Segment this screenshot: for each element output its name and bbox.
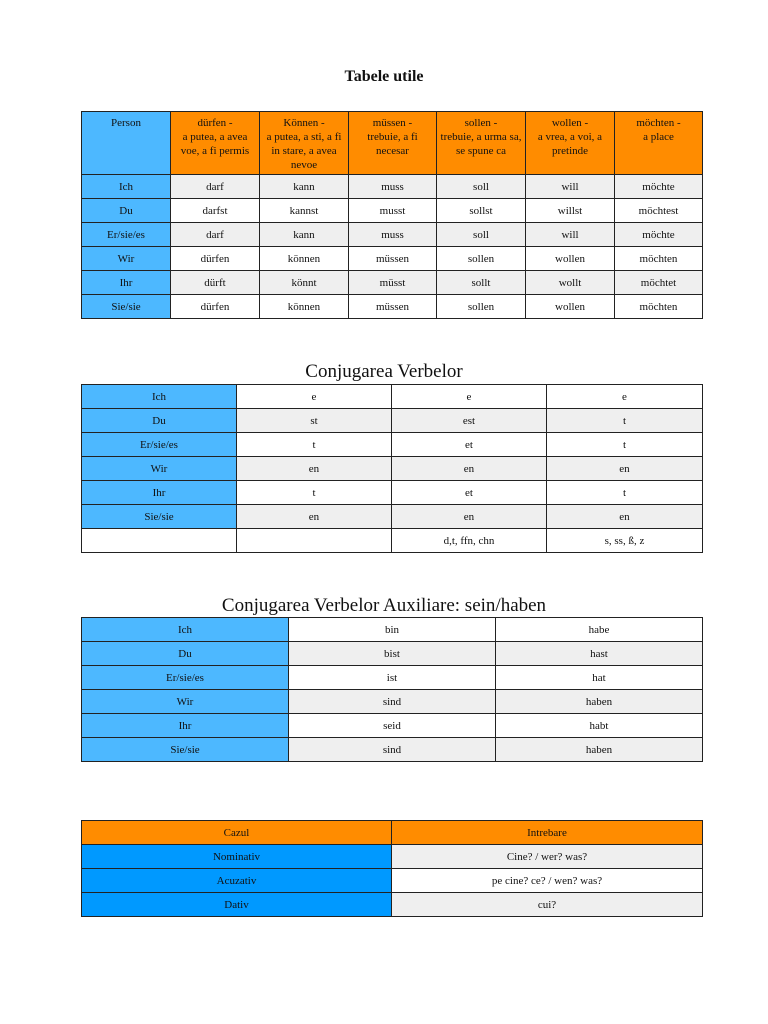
conjugation-cell: kann — [260, 223, 349, 247]
conjugation-cell: darf — [171, 175, 260, 199]
ending-cell: et — [392, 481, 547, 505]
conjugation-cell: möchten — [615, 295, 703, 319]
case-cell: Dativ — [82, 893, 392, 917]
person-cell: Du — [82, 199, 171, 223]
table-row — [82, 642, 703, 666]
person-cell: Ich — [82, 618, 289, 642]
case-cell: Nominativ — [82, 845, 392, 869]
conjugation-cell: wollen — [526, 295, 615, 319]
verb-header: müssen - trebuie, a fi necesar — [349, 112, 437, 175]
conjugation-cell: möchtest — [615, 199, 703, 223]
person-cell: Du — [82, 642, 289, 666]
conjugation-cell: muss — [349, 223, 437, 247]
table-row — [82, 223, 703, 247]
table-row — [82, 385, 703, 409]
conjugation-cell: dürfen — [171, 295, 260, 319]
ending-cell: t — [547, 409, 703, 433]
person-cell: Wir — [82, 690, 289, 714]
person-cell — [82, 529, 237, 553]
conjugation-cell: müsst — [349, 271, 437, 295]
person-cell: Ihr — [82, 714, 289, 738]
conjugation-cell: wollt — [526, 271, 615, 295]
ending-cell: t — [237, 433, 392, 457]
table-row — [82, 505, 703, 529]
table-row — [82, 295, 703, 319]
verb-form-cell: hast — [496, 642, 703, 666]
person-cell: Wir — [82, 457, 237, 481]
ending-cell: en — [392, 505, 547, 529]
person-cell: Er/sie/es — [82, 223, 171, 247]
person-cell: Sie/sie — [82, 738, 289, 762]
person-cell: Wir — [82, 247, 171, 271]
table-row — [82, 893, 703, 917]
table-row — [82, 869, 703, 893]
ending-cell: st — [237, 409, 392, 433]
verb-form-cell: bin — [289, 618, 496, 642]
conjugation-cell: möchte — [615, 175, 703, 199]
ending-cell — [237, 529, 392, 553]
person-cell: Ich — [82, 175, 171, 199]
question-cell: pe cine? ce? / wen? was? — [392, 869, 703, 893]
table-row — [82, 247, 703, 271]
conjugation-cell: dürfen — [171, 247, 260, 271]
verb-header: Können - a putea, a sti, a fi in stare, a avea nevoe — [260, 112, 349, 175]
case-cell: Acuzativ — [82, 869, 392, 893]
case-header: Cazul — [82, 821, 392, 845]
question-cell: cui? — [392, 893, 703, 917]
table-row — [82, 457, 703, 481]
person-cell: Du — [82, 409, 237, 433]
verb-form-cell: seid — [289, 714, 496, 738]
verb-header: wollen - a vrea, a voi, a pretinde — [526, 112, 615, 175]
ending-cell: t — [237, 481, 392, 505]
conjugation-cell: sollt — [437, 271, 526, 295]
verb-form-cell: sind — [289, 690, 496, 714]
ending-cell: en — [237, 457, 392, 481]
question-header: Intrebare — [392, 821, 703, 845]
ending-cell: en — [547, 457, 703, 481]
table-row — [82, 618, 703, 642]
person-cell: Ich — [82, 385, 237, 409]
ending-cell: en — [547, 505, 703, 529]
conjugation-cell: willst — [526, 199, 615, 223]
conjugation-cell: soll — [437, 175, 526, 199]
conjugation-cell: darfst — [171, 199, 260, 223]
ending-cell: en — [392, 457, 547, 481]
ending-cell: est — [392, 409, 547, 433]
table-row — [82, 271, 703, 295]
conjugation-cell: kann — [260, 175, 349, 199]
conjugation-cell: müssen — [349, 295, 437, 319]
ending-cell: t — [547, 481, 703, 505]
person-header: Person — [82, 112, 171, 175]
conjugation-title: Conjugarea Verbelor — [305, 361, 463, 382]
verb-form-cell: haben — [496, 690, 703, 714]
conjugation-cell: will — [526, 175, 615, 199]
verb-header: sollen - trebuie, a urma sa, se spune ca — [437, 112, 526, 175]
conjugation-cell: kannst — [260, 199, 349, 223]
conjugation-cell: wollen — [526, 247, 615, 271]
table-row — [82, 738, 703, 762]
ending-cell: e — [237, 385, 392, 409]
verb-form-cell: bist — [289, 642, 496, 666]
ending-cell: s, ss, ß, z — [547, 529, 703, 553]
table-row — [82, 714, 703, 738]
table-row — [82, 409, 703, 433]
conjugation-cell: soll — [437, 223, 526, 247]
conjugation-cell: will — [526, 223, 615, 247]
conjugation-cell: möchten — [615, 247, 703, 271]
conjugation-cell: möchte — [615, 223, 703, 247]
verb-form-cell: sind — [289, 738, 496, 762]
person-cell: Sie/sie — [82, 505, 237, 529]
conjugation-cell: musst — [349, 199, 437, 223]
person-cell: Sie/sie — [82, 295, 171, 319]
conjugation-cell: sollen — [437, 247, 526, 271]
table-row — [82, 845, 703, 869]
table-row — [82, 199, 703, 223]
table-row — [82, 175, 703, 199]
verb-form-cell: habt — [496, 714, 703, 738]
conjugation-cell: darf — [171, 223, 260, 247]
ending-cell: t — [547, 433, 703, 457]
auxiliary-conjugation-title: Conjugarea Verbelor Auxiliare: sein/haben — [221, 595, 547, 616]
ending-cell: e — [392, 385, 547, 409]
conjugation-cell: möchtet — [615, 271, 703, 295]
table-row — [82, 666, 703, 690]
ending-cell: en — [237, 505, 392, 529]
table-header-row — [82, 112, 703, 175]
question-cell: Cine? / wer? was? — [392, 845, 703, 869]
conjugation-cell: muss — [349, 175, 437, 199]
person-cell: Ihr — [82, 481, 237, 505]
verb-form-cell: hat — [496, 666, 703, 690]
table-row — [82, 481, 703, 505]
conjugation-cell: können — [260, 247, 349, 271]
person-cell: Er/sie/es — [82, 666, 289, 690]
modal-verbs-title: Tabele utile — [344, 68, 424, 85]
conjugation-cell: dürft — [171, 271, 260, 295]
conjugation-cell: müssen — [349, 247, 437, 271]
auxiliary-conjugation-table — [81, 617, 703, 762]
conjugation-cell: sollst — [437, 199, 526, 223]
verb-form-cell: habe — [496, 618, 703, 642]
table-header-row — [82, 821, 703, 845]
person-cell: Ihr — [82, 271, 171, 295]
verb-header: dürfen - a putea, a avea voe, a fi permis — [171, 112, 260, 175]
conjugation-cell: könnt — [260, 271, 349, 295]
verb-form-cell: haben — [496, 738, 703, 762]
conjugation-table — [81, 384, 703, 553]
table-row — [82, 529, 703, 553]
table-row — [82, 433, 703, 457]
verb-form-cell: ist — [289, 666, 496, 690]
conjugation-cell: können — [260, 295, 349, 319]
cases-table — [81, 820, 703, 917]
modal-verbs-table — [81, 111, 703, 319]
table-row — [82, 690, 703, 714]
ending-cell: d,t, ffn, chn — [392, 529, 547, 553]
verb-header: möchten - a place — [615, 112, 703, 175]
ending-cell: et — [392, 433, 547, 457]
person-cell: Er/sie/es — [82, 433, 237, 457]
conjugation-cell: sollen — [437, 295, 526, 319]
ending-cell: e — [547, 385, 703, 409]
